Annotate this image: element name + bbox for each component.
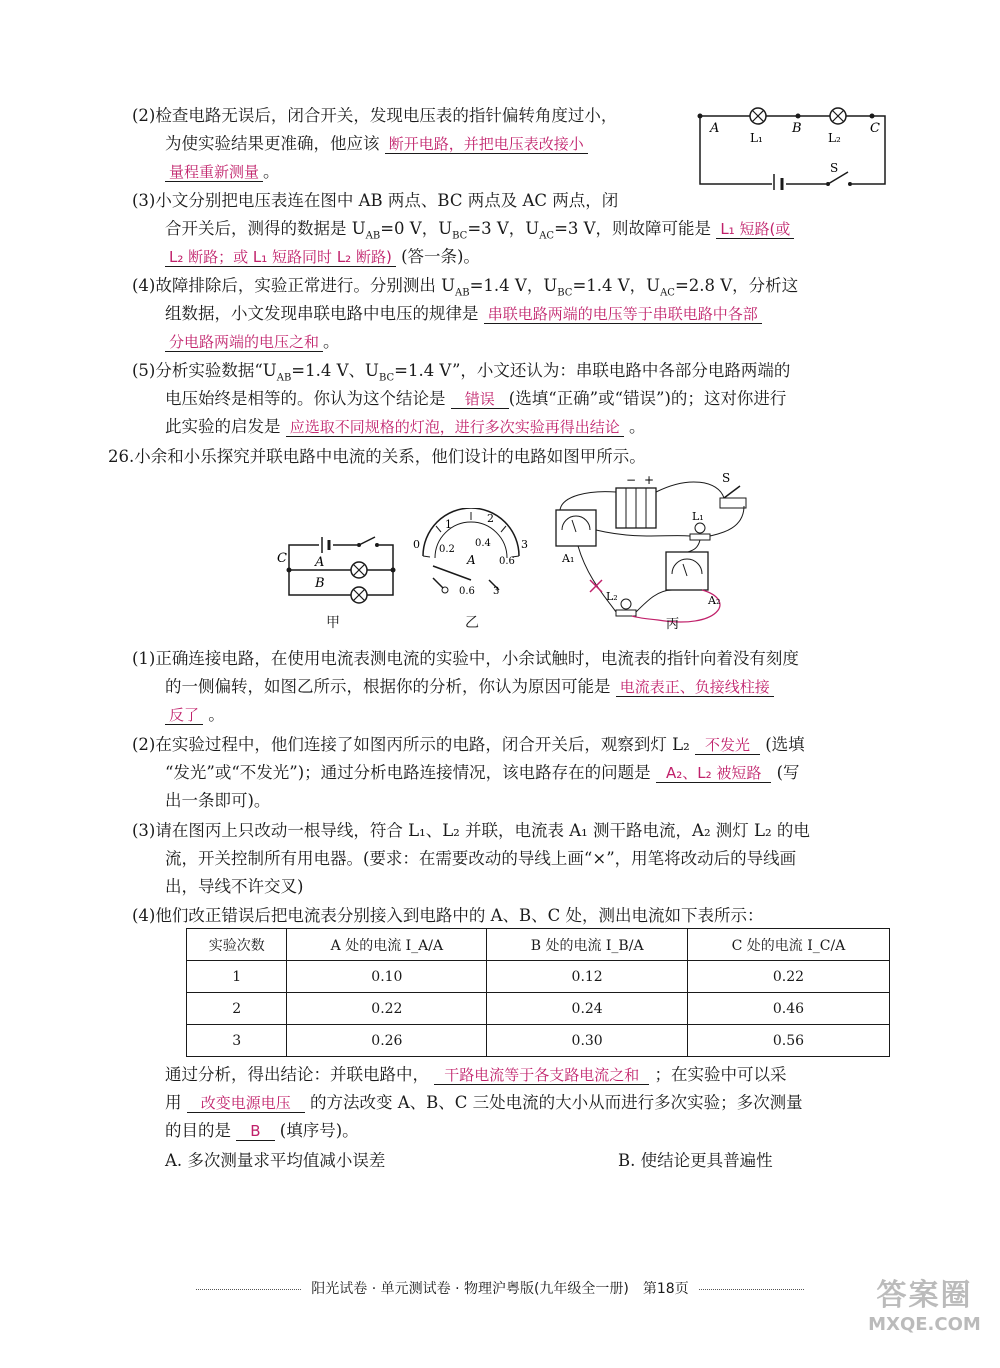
q3-answer-b: L₂ 断路；或 L₁ 短路同时 L₂ 断路) bbox=[165, 248, 396, 267]
series-circuit-figure bbox=[690, 98, 900, 190]
q5-answer-a: 错误 bbox=[451, 390, 509, 409]
dial-subtick-0-2: 0.2 bbox=[439, 544, 455, 555]
q2-line3: 量程重新测量 。 bbox=[165, 161, 280, 183]
fig-jia-label-b: B bbox=[315, 576, 325, 591]
q5-line1: (5)分析实验数据“$U_{AB}=1.4$ V、$U_{BC}=1.4$ V”，小文还认为：串联电路中各部分电路两端的 bbox=[132, 361, 791, 384]
fig-label-s: S bbox=[830, 161, 839, 175]
q26-p1-line3: 反了 。 bbox=[165, 704, 225, 726]
switch-icon bbox=[357, 537, 379, 551]
table-header: B 处的电流 I_B/A bbox=[487, 929, 688, 961]
q4-line3: 分电路两端的电压之和 。 bbox=[165, 331, 340, 353]
q2-line2: 为使实验结果更准确，他应该 断开电路，并把电压表改接小 bbox=[165, 133, 588, 155]
battery-plus-label: + bbox=[644, 473, 655, 487]
fig-bing-label-a1: A₁ bbox=[562, 552, 575, 565]
page-footer bbox=[120, 1278, 880, 1298]
q2-answer-b: 量程重新测量 bbox=[165, 163, 263, 182]
ammeter-a1-icon bbox=[556, 510, 596, 546]
fig-label-l1: L₁ bbox=[750, 131, 763, 145]
ammeter-a2-icon bbox=[666, 552, 708, 590]
fig-label-b: B bbox=[792, 121, 802, 136]
watermark-bottom: MXQE.COM bbox=[868, 1314, 981, 1335]
q3-answer-a: L₁ 短路(或 bbox=[716, 220, 794, 239]
q2-answer-a: 断开电路，并把电压表改接小 bbox=[385, 135, 588, 154]
q26-conclusion-answer-a: 干路电流等于各支路电流之和 bbox=[434, 1066, 649, 1085]
table-header: A 处的电流 I_A/A bbox=[287, 929, 487, 961]
q26-option-a: A. 多次测量求平均值减小误差 bbox=[165, 1151, 386, 1170]
q26-p3-line1: (3)请在图丙上只改动一根导线，符合 L₁、L₂ 并联，电流表 A₁ 测干路电流，A₂ 测灯 L₂ 的电 bbox=[132, 821, 810, 840]
table-cell: 0.12 bbox=[487, 961, 688, 993]
table-cell: 3 bbox=[187, 1025, 287, 1057]
q4-answer-b: 分电路两端的电压之和 bbox=[165, 333, 323, 352]
lamp-l2-icon bbox=[830, 108, 846, 124]
lamp-l2-icon bbox=[616, 599, 636, 616]
q4-line2: 组数据，小文发现串联电路中电压的规律是 串联电路两端的电压等于串联电路中各部 bbox=[165, 303, 762, 325]
q26-p2-line1: (2)在实验过程中，他们连接了如图丙所示的电路，闭合开关后，观察到灯 L₂ 不发光 (选填 bbox=[132, 735, 805, 754]
fig-bing-label-s: S bbox=[722, 471, 731, 485]
watermark-top: 答案圈 bbox=[876, 1278, 973, 1313]
q26-p2-answer-b: A₂、L₂ 被短路 bbox=[656, 764, 771, 783]
q26-conclusion-answer-c: B bbox=[236, 1122, 274, 1141]
q26-p1-answer-b: 反了 bbox=[165, 706, 203, 725]
fig-label-c: C bbox=[870, 121, 880, 136]
dial-unit: A bbox=[467, 553, 476, 567]
wiring-figure-bing bbox=[548, 470, 758, 638]
table-cell: 0.56 bbox=[687, 1025, 889, 1057]
footer-dots-right bbox=[699, 1289, 804, 1290]
fig-bing-label-l1: L₁ bbox=[692, 510, 704, 523]
q3-line2: 合开关后，测得的数据是 $U_{AB}=0$ V，$U_{BC}=3$ V，$U_{AC}=3$ V，则故障可能是 L₁ 短路(或 bbox=[165, 218, 794, 247]
q26-p4-line1: (4)他们改正错误后把电流表分别接入到电路中的 A、B、C 处，测出电流如下表所示： bbox=[132, 906, 764, 925]
table-cell: 0.22 bbox=[687, 961, 889, 993]
watermark-logo bbox=[857, 1270, 992, 1348]
fig-yi-caption: 乙 bbox=[465, 615, 479, 631]
footer-dots-left bbox=[196, 1289, 301, 1290]
q5-line2: 电压始终是相等的。你认为这个结论是 错误 (选填“正确”或“错误”)的；这对你进行 bbox=[165, 389, 787, 408]
lamp-l1-icon bbox=[750, 108, 766, 124]
dial-tick-1: 1 bbox=[445, 518, 452, 531]
q26-p3-line3: 出，导线不许交叉) bbox=[165, 877, 304, 896]
table-header: C 处的电流 I_C/A bbox=[687, 929, 889, 961]
table-cell: 0.24 bbox=[487, 993, 688, 1025]
fig-label-l2: L₂ bbox=[828, 131, 841, 145]
table-cell: 0.26 bbox=[287, 1025, 487, 1057]
battery-minus-label: − bbox=[626, 473, 637, 487]
dial-tick-3: 3 bbox=[521, 538, 528, 551]
q26-p2-line2: “发光”或“不发光”)；通过分析电路连接情况，该电路存在的问题是 A₂、L₂ 被短路 (写 bbox=[165, 763, 800, 782]
q26-option-b: B. 使结论更具普遍性 bbox=[618, 1151, 773, 1170]
q26-p2-line3: 出一条即可)。 bbox=[165, 791, 271, 810]
q5-line3: 此实验的启发是 应选取不同规格的灯泡，进行多次实验再得出结论 。 bbox=[165, 417, 646, 436]
table-header-row bbox=[187, 929, 890, 961]
ammeter-dial-figure-yi bbox=[405, 508, 535, 608]
table-cell: 0.22 bbox=[287, 993, 487, 1025]
fig-bing-caption: 丙 bbox=[666, 617, 680, 632]
q2-line1: (2)检查电路无误后，闭合开关，发现电压表的指针偏转角度过小， bbox=[132, 106, 618, 125]
dial-subtick-0-4: 0.4 bbox=[475, 538, 491, 549]
battery-icon bbox=[616, 488, 656, 528]
q26-conclusion-line1: 通过分析，得出结论：并联电路中， 干路电流等于各支路电流之和 ；在实验中可以采 bbox=[165, 1065, 787, 1084]
q26-stem: 26.小余和小乐探究并联电路中电流的关系，他们设计的电路如图甲所示。 bbox=[108, 447, 646, 466]
dial-tick-0: 0 bbox=[413, 538, 420, 551]
current-data-table bbox=[186, 928, 890, 1057]
fig-bing-label-l2: L₂ bbox=[606, 590, 618, 603]
fig-jia-label-a: A bbox=[315, 555, 325, 570]
table-header: 实验次数 bbox=[187, 929, 287, 961]
footer-text: 阳光试卷 · 单元测试卷 · 物理沪粤版(九年级全一册) 第18页 bbox=[311, 1281, 689, 1297]
dial-subtick-0-6: 0.6 bbox=[499, 556, 515, 567]
ammeter-needle bbox=[433, 566, 471, 580]
q26-p2-answer-a: 不发光 bbox=[695, 736, 760, 755]
q26-conclusion-line3: 的目的是 B (填序号)。 bbox=[165, 1121, 359, 1140]
parallel-circuit-figure-jia bbox=[275, 525, 400, 617]
q26-conclusion-answer-b: 改变电源电压 bbox=[187, 1094, 305, 1113]
battery-icon bbox=[319, 537, 333, 553]
table-cell: 0.46 bbox=[687, 993, 889, 1025]
q4-answer-a: 串联电路两端的电压等于串联电路中各部 bbox=[484, 305, 762, 324]
q26-p1-line2: 的一侧偏转，如图乙所示，根据你的分析，你认为原因可能是 电流表正、负接线柱接 bbox=[165, 676, 774, 698]
q5-answer-b: 应选取不同规格的灯泡，进行多次实验再得出结论 bbox=[286, 418, 624, 437]
q26-conclusion-line2: 用 改变电源电压 的方法改变 A、B、C 三处电流的大小从而进行多次实验；多次测量 bbox=[165, 1093, 803, 1112]
dial-terminal-0-6: 0.6 bbox=[459, 586, 475, 597]
q3-line3: L₂ 断路；或 L₁ 短路同时 L₂ 断路) (答一条)。 bbox=[165, 246, 480, 268]
fig-label-a: A bbox=[710, 121, 720, 136]
table-row bbox=[187, 993, 890, 1025]
table-row bbox=[187, 961, 890, 993]
q4-line1: (4)故障排除后，实验正常进行。分别测出 $U_{AB}=1.4$ V，$U_{BC}=1.4$ V，$U_{AC}=2.8$ V，分析这 bbox=[132, 276, 799, 299]
q26-p1-line1: (1)正确连接电路，在使用电流表测电流的实验中，小余试触时，电流表的指针向着没有刻度 bbox=[132, 649, 799, 668]
dial-tick-2: 2 bbox=[487, 512, 494, 525]
q3-line1: (3)小文分别把电压表连在图中 AB 两点、BC 两点及 AC 两点，闭 bbox=[132, 191, 619, 210]
table-row bbox=[187, 1025, 890, 1057]
table-cell: 1 bbox=[187, 961, 287, 993]
fig-bing-label-a2: A₂ bbox=[708, 594, 721, 607]
lamp-icon bbox=[351, 562, 367, 578]
table-cell: 2 bbox=[187, 993, 287, 1025]
table-cell: 0.10 bbox=[287, 961, 487, 993]
lamp-l1-icon bbox=[690, 523, 710, 540]
battery-icon bbox=[772, 174, 786, 190]
table-cell: 0.30 bbox=[487, 1025, 688, 1057]
lamp-icon bbox=[351, 587, 367, 603]
fig-jia-caption: 甲 bbox=[326, 615, 340, 631]
fig-jia-label-c: C bbox=[277, 551, 287, 566]
dial-terminal-3: 3 bbox=[493, 586, 500, 597]
q26-p1-answer-a: 电流表正、负接线柱接 bbox=[616, 678, 774, 697]
q26-p3-line2: 流，开关控制所有用电器。(要求：在需要改动的导线上画“×”，用笔将改动后的导线画 bbox=[165, 849, 797, 868]
